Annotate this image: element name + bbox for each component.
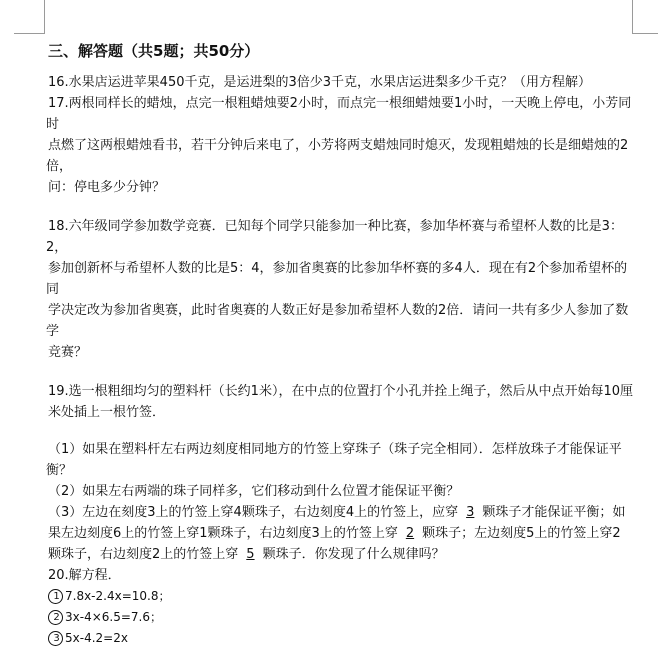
answer-blank: 2 — [405, 526, 415, 541]
question-19-part-2: （2）如果左右两端的珠子同样多，它们移动到什么位置才能保证平衡？ — [48, 484, 460, 499]
part-3-text: 颗珠子才能保证平衡；如 — [482, 505, 626, 520]
circled-number-2-icon: 2 — [48, 610, 63, 625]
equation-text: 5x-4.2=2x — [65, 631, 128, 645]
question-20-title: 20.解方程． — [48, 568, 121, 583]
question-19-parts — [46, 439, 634, 565]
equation-text: 3x-4×6.5=7.6； — [65, 610, 162, 624]
question-17-line: 问：停电多少分钟？ — [48, 180, 166, 195]
question-19-part-3-line-3 — [46, 544, 634, 565]
question-20 — [46, 565, 634, 649]
question-18 — [46, 216, 634, 363]
part-3-text: 颗珠子．你发现了什么规律吗？ — [262, 547, 445, 562]
question-17-line: 点燃了这两根蜡烛看书，若干分钟后来电了，小芳将两支蜡烛同时熄灭，发现粗蜡烛的长是细蜡烛的2倍， — [46, 138, 629, 174]
question-17 — [46, 93, 634, 198]
question-19-line: 19.选一根粗细均匀的塑料杆（长约1米），在中点的位置打个小孔并拴上绳子，然后从中点开始每10厘 — [48, 384, 633, 399]
question-19-line: 米处插上一根竹签． — [48, 405, 166, 420]
equation-text: 7.8x-2.4x=10.8； — [65, 589, 171, 603]
circled-number-3-icon: 3 — [48, 631, 63, 646]
question-19-part-3-line-1 — [46, 502, 634, 523]
question-16: 16.水果店运进苹果450千克，是运进梨的3倍少3千克，水果店运进梨多少千克？（用方程解） — [48, 75, 592, 90]
crop-mark-left-vertical — [44, 0, 45, 34]
part-3-text: 颗珠子，右边刻度2上的竹签上穿 — [48, 547, 239, 562]
question-18-line: 参加创新杯与希望杯人数的比是5：4，参加省奥赛的比参加华杯赛的多4人．现在有2个参加希望杯的同 — [46, 261, 628, 297]
section-title: 三、解答题（共5题；共50分） — [48, 42, 260, 60]
part-3-text: 颗珠子；左边刻度5上的竹签上穿2 — [422, 526, 621, 541]
document-page — [46, 40, 634, 649]
question-17-line: 17.两根同样长的蜡烛，点完一根粗蜡烛要2小时，而点完一根细蜡烛要1小时，一天晚上停电，小芳同时 — [46, 96, 632, 132]
crop-mark-right-vertical — [632, 0, 633, 34]
equation-item — [46, 607, 634, 628]
part-3-text: 果左边刻度6上的竹签上穿1颗珠子，右边刻度3上的竹签上穿 — [48, 526, 398, 541]
crop-mark-right-horizontal — [632, 33, 658, 34]
equation-item — [46, 586, 634, 607]
question-19-part-1: （1）如果在塑料杆左右两边刻度相同地方的竹签上穿珠子（珠子完全相同）．怎样放珠子才能保证平衡？ — [46, 442, 622, 478]
question-18-line: 学决定改为参加省奥赛，此时省奥赛的人数正好是参加希望杯人数的2倍．请问一共有多少人参加了数学 — [46, 303, 629, 339]
circled-number-1-icon: 1 — [48, 589, 63, 604]
question-19-intro — [46, 381, 634, 423]
crop-mark-left-horizontal — [14, 33, 45, 34]
question-18-line: 18.六年级同学参加数学竞赛．已知每个同学只能参加一种比赛，参加华杯赛与希望杯人数的比是3：2， — [46, 219, 623, 255]
part-3-text: （3）左边在刻度3上的竹签上穿4颗珠子，右边刻度4上的竹签上，应穿 — [48, 505, 459, 520]
answer-blank: 5 — [246, 547, 255, 562]
question-18-line: 竞赛？ — [48, 345, 88, 360]
answer-blank: 3 — [466, 505, 475, 520]
question-19-part-3-line-2 — [46, 523, 634, 544]
equation-item — [46, 628, 634, 649]
